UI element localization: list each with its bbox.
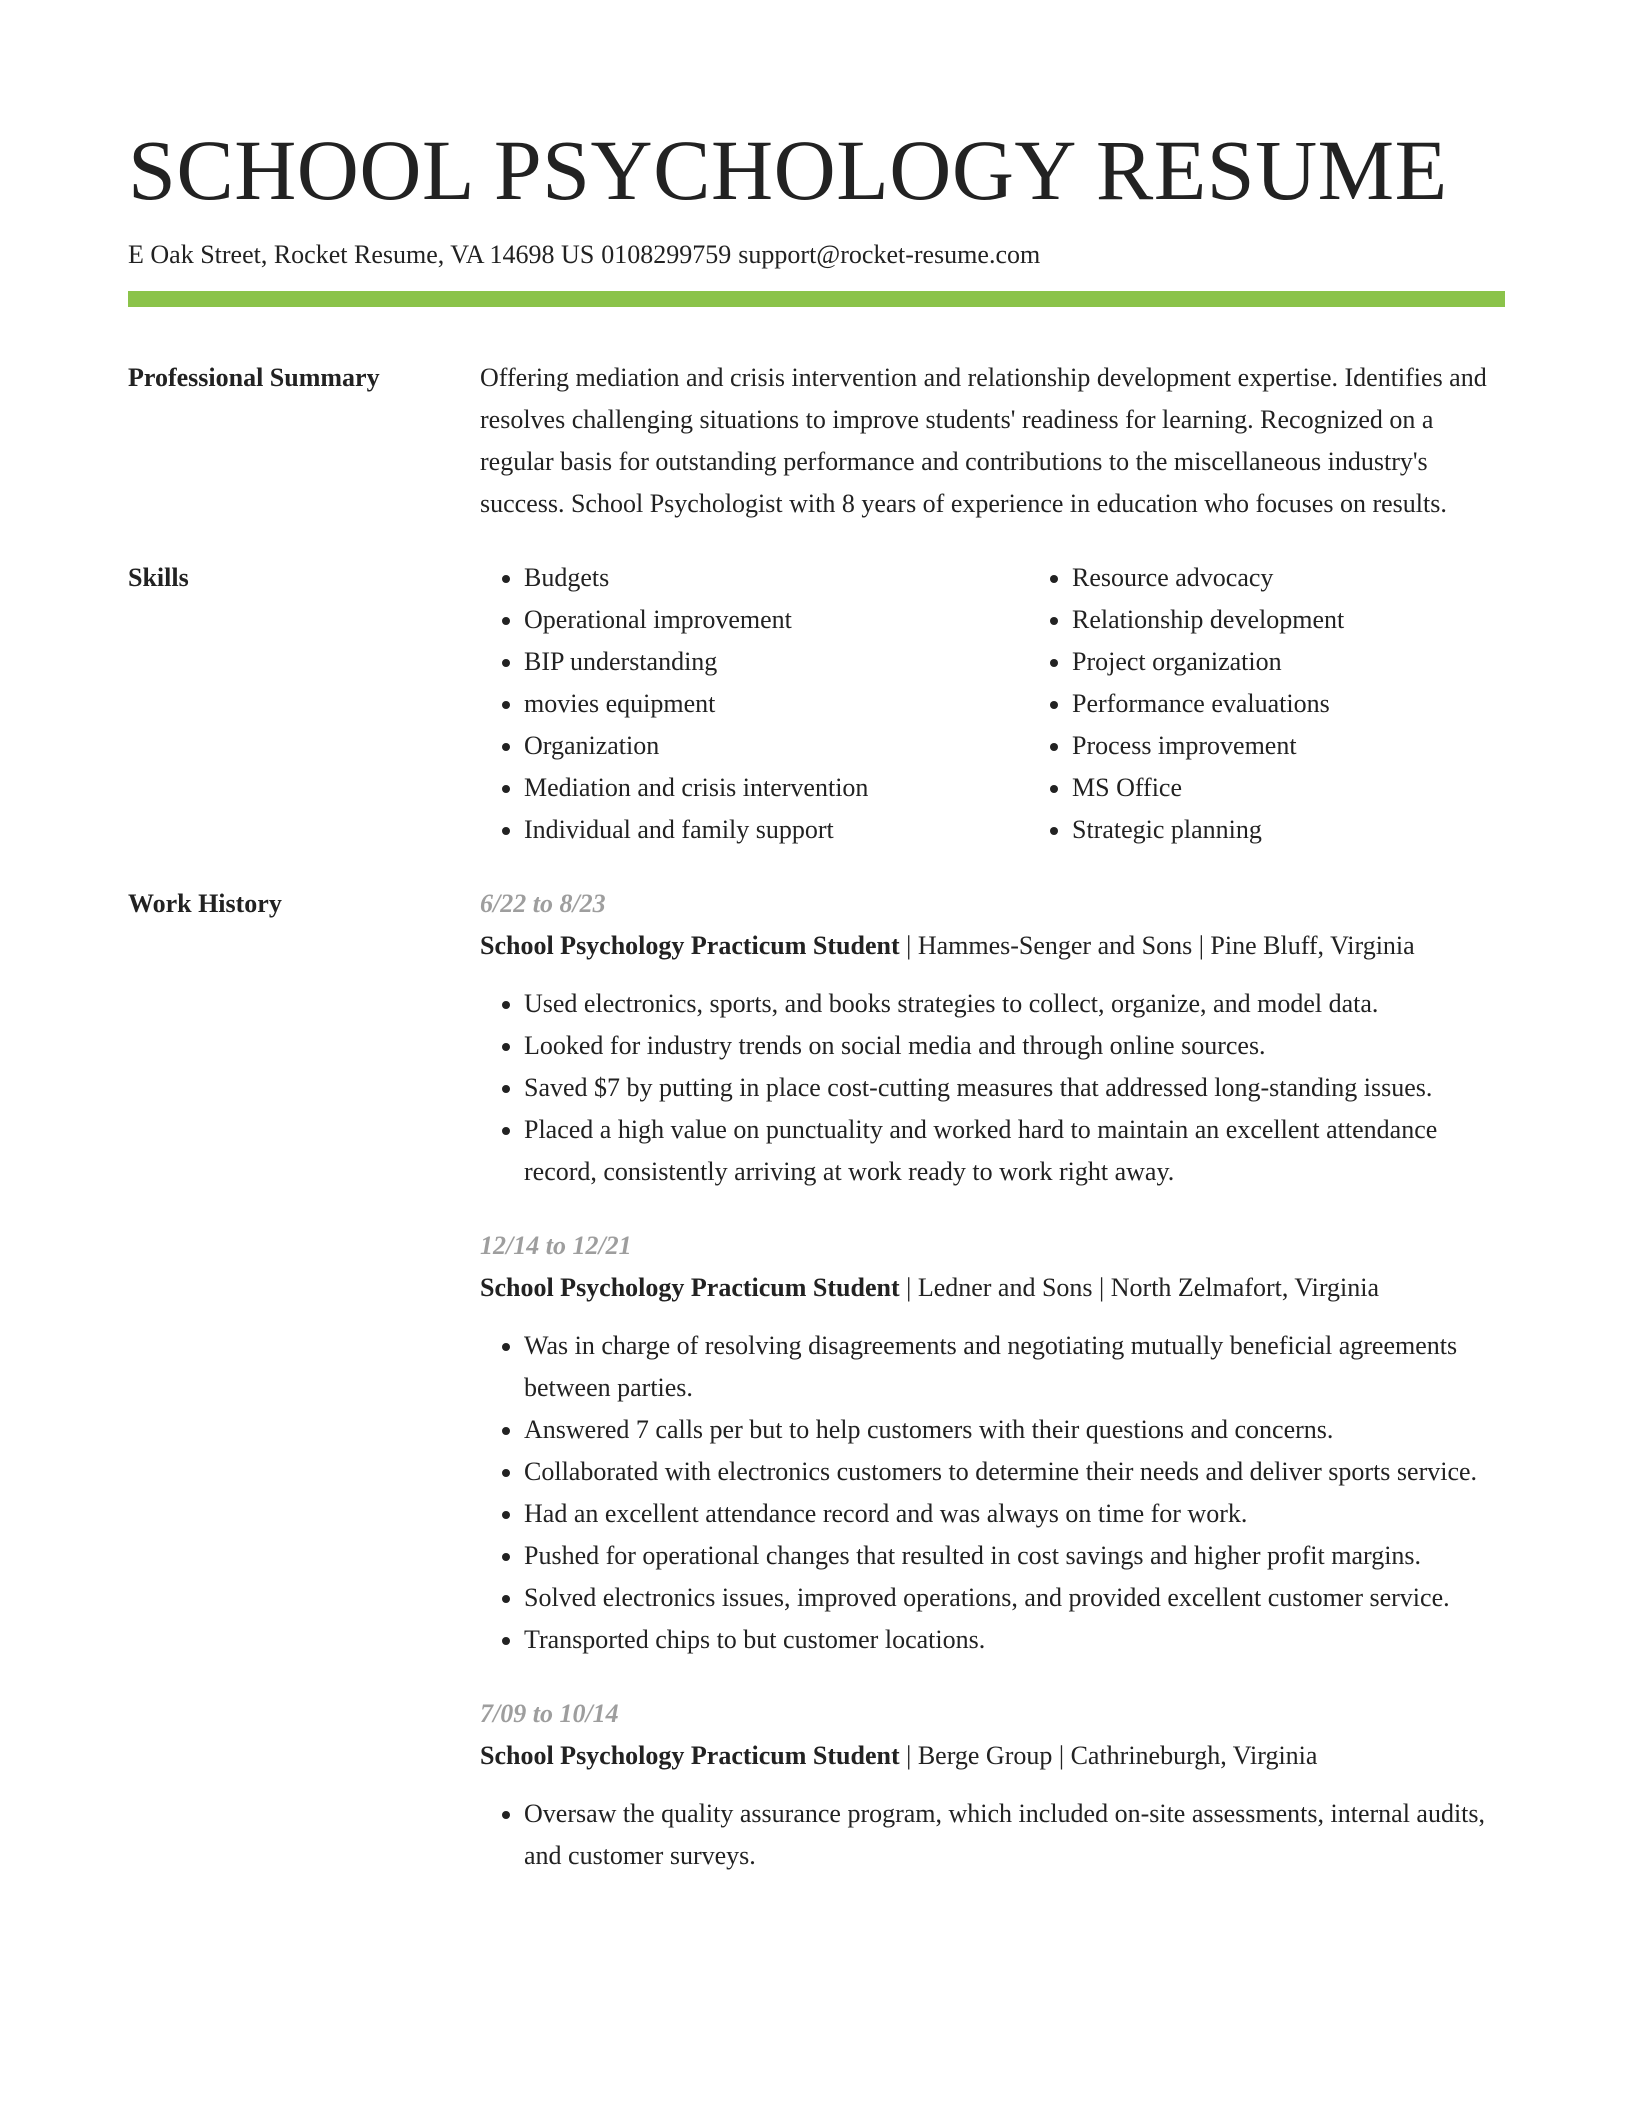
job-heading	[480, 1267, 1505, 1309]
contact-address: E Oak Street, Rocket Resume, VA 14698 US	[128, 240, 595, 269]
professional-summary-section	[128, 357, 1505, 525]
skill-item: • Project organization	[1072, 641, 1576, 683]
job-bullet: • Oversaw the quality assurance program, which included on-site assessments, internal audits, and customer surveys.	[524, 1793, 1505, 1877]
skill-item: • Mediation and crisis intervention	[524, 767, 1028, 809]
skill-item: • Operational improvement	[524, 599, 1028, 641]
job-heading	[480, 925, 1505, 967]
job-dates: 12/14 to 12/21	[480, 1231, 632, 1260]
job-entry	[480, 1225, 1505, 1661]
job-heading	[480, 1735, 1505, 1777]
job-bullet: • Answered 7 calls per but to help customers with their questions and concerns.	[524, 1409, 1505, 1451]
skills-section	[128, 557, 1505, 851]
skill-item: • Process improvement	[1072, 725, 1576, 767]
work-history-section	[128, 883, 1505, 1877]
job-employer-location: | Hammes-Senger and Sons | Pine Bluff, Virginia	[899, 931, 1415, 960]
job-bullet: • Pushed for operational changes that resulted in cost savings and higher profit margins.	[524, 1535, 1505, 1577]
job-bullet: • Used electronics, sports, and books strategies to collect, organize, and model data.	[524, 983, 1505, 1025]
skill-item: • BIP understanding	[524, 641, 1028, 683]
section-heading-work-history: Work History	[128, 889, 282, 918]
skill-item: • movies equipment	[524, 683, 1028, 725]
section-heading-skills: Skills	[128, 563, 189, 592]
job-bullet-list	[480, 983, 1505, 1193]
work-history-body	[480, 883, 1505, 1877]
job-bullet: • Placed a high value on punctuality and worked hard to maintain an excellent attendance record, consistently arriving at work ready to work right away.	[524, 1109, 1505, 1193]
resume-title: SCHOOL PSYCHOLOGY RESUME	[128, 122, 1448, 218]
skills-columns	[480, 557, 1576, 851]
job-dates: 6/22 to 8/23	[480, 889, 606, 918]
job-dates: 7/09 to 10/14	[480, 1699, 619, 1728]
job-entry	[480, 1693, 1505, 1877]
skills-column-right	[1028, 557, 1576, 851]
section-heading-summary: Professional Summary	[128, 363, 380, 392]
skill-item: • Budgets	[524, 557, 1028, 599]
job-title: School Psychology Practicum Student	[480, 1273, 900, 1302]
job-bullet: • Had an excellent attendance record and was always on time for work.	[524, 1493, 1505, 1535]
skill-item: • Organization	[524, 725, 1028, 767]
job-title: School Psychology Practicum Student	[480, 931, 900, 960]
job-bullet: • Transported chips to but customer locations.	[524, 1619, 1505, 1661]
skills-column-left	[480, 557, 1028, 851]
job-title: School Psychology Practicum Student	[480, 1741, 900, 1770]
summary-body	[480, 357, 1505, 525]
contact-line	[128, 238, 1505, 272]
job-bullet: • Was in charge of resolving disagreements and negotiating mutually beneficial agreements between parties.	[524, 1325, 1505, 1409]
header-divider	[128, 291, 1505, 307]
skill-item: • Relationship development	[1072, 599, 1576, 641]
skill-item: • MS Office	[1072, 767, 1576, 809]
skill-item: • Individual and family support	[524, 809, 1028, 851]
skill-item: • Strategic planning	[1072, 809, 1576, 851]
skill-item: • Performance evaluations	[1072, 683, 1576, 725]
job-bullet: • Solved electronics issues, improved operations, and provided excellent customer service.	[524, 1577, 1505, 1619]
job-bullet: • Saved $7 by putting in place cost-cutting measures that addressed long-standing issues.	[524, 1067, 1505, 1109]
job-employer-location: | Berge Group | Cathrineburgh, Virginia	[899, 1741, 1318, 1770]
job-bullet-list	[480, 1325, 1505, 1661]
skill-item: • Resource advocacy	[1072, 557, 1576, 599]
resume-page	[128, 0, 1505, 1877]
job-bullet-list	[480, 1793, 1505, 1877]
job-employer-location: | Ledner and Sons | North Zelmafort, Virginia	[899, 1273, 1380, 1302]
contact-email: support@rocket-resume.com	[738, 240, 1041, 269]
job-bullet: • Collaborated with electronics customers to determine their needs and deliver sports service.	[524, 1451, 1505, 1493]
job-entry	[480, 883, 1505, 1193]
job-bullet: • Looked for industry trends on social media and through online sources.	[524, 1025, 1505, 1067]
summary-text: Offering mediation and crisis intervention and relationship development expertise. Identifies and resolves challenging situations to improve students' readiness for learning. Recognized on a regular basis for outstanding performance and contributions to the miscellaneous industry's success. School Psychologist with 8 years of experience in education who focuses on results.	[480, 363, 1487, 518]
contact-phone: 0108299759	[601, 240, 732, 269]
